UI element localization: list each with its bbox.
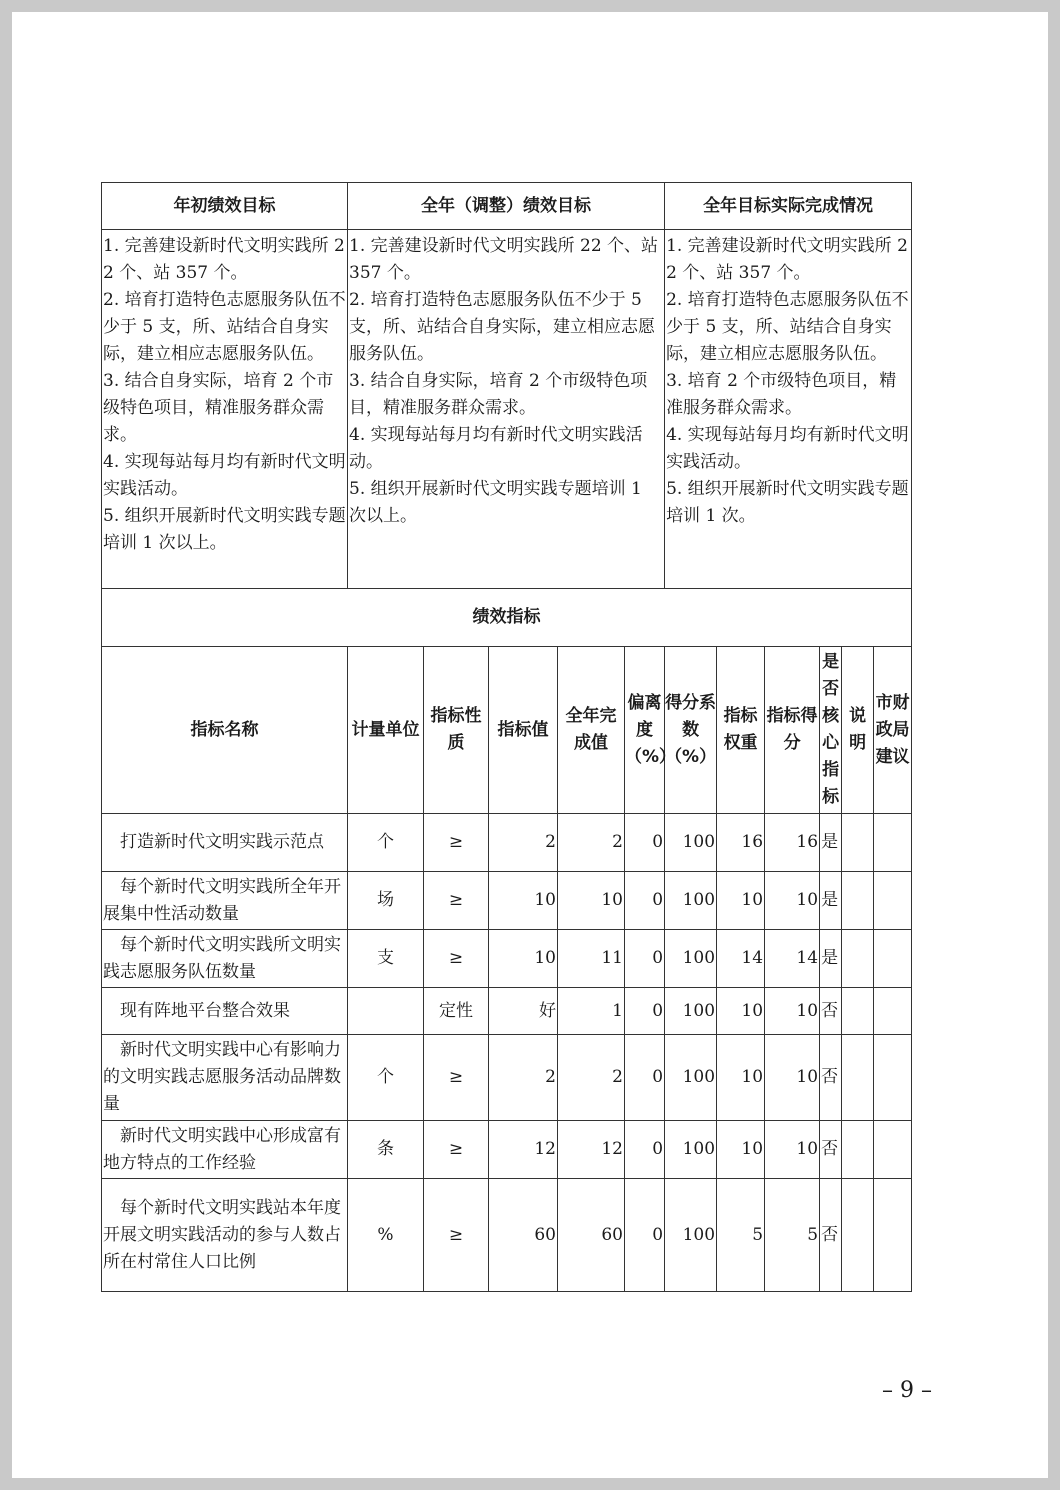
col-core: 是否核心指标	[820, 647, 842, 814]
indicator-unit: 场	[348, 872, 424, 930]
actual-goals-cell	[665, 230, 912, 589]
initial-goal-item: 5. 组织开展新时代文明实践专题培训 1 次以上。	[103, 506, 346, 553]
col-advice: 市财政局建议	[874, 647, 912, 814]
actual-goal-item: 4. 实现每站每月均有新时代文明实践活动。	[666, 425, 909, 472]
adjusted-goals-cell	[348, 230, 665, 589]
indicator-weight: 10	[717, 1035, 765, 1121]
header-adjusted-goal: 全年（调整）绩效目标	[348, 183, 665, 230]
adjusted-goal-item: 3. 结合自身实际，培育 2 个市级特色项目，精准服务群众需求。	[349, 371, 648, 418]
adjusted-goal-item: 2. 培育打造特色志愿服务队伍不少于 5 支，所、站结合自身实际，建立相应志愿服务队伍。	[349, 290, 655, 364]
indicator-advice	[874, 988, 912, 1035]
indicator-unit: %	[348, 1179, 424, 1292]
indicator-weight: 10	[717, 872, 765, 930]
indicator-unit	[348, 988, 424, 1035]
indicator-actual: 11	[558, 930, 625, 988]
indicator-coef: 100	[665, 872, 717, 930]
indicator-nature: ≥	[424, 872, 489, 930]
indicator-deviation: 0	[625, 988, 665, 1035]
indicator-core: 是	[820, 814, 842, 872]
col-weight: 指标权重	[717, 647, 765, 814]
header-actual-completion: 全年目标实际完成情况	[665, 183, 912, 230]
indicator-coef: 100	[665, 1121, 717, 1179]
indicator-actual: 2	[558, 1035, 625, 1121]
col-note: 说明	[842, 647, 874, 814]
indicator-actual: 2	[558, 814, 625, 872]
indicator-coef: 100	[665, 930, 717, 988]
indicator-core: 否	[820, 1179, 842, 1292]
adjusted-goal-item: 5. 组织开展新时代文明实践专题培训 1 次以上。	[349, 479, 642, 526]
actual-goal-item: 5. 组织开展新时代文明实践专题培训 1 次。	[666, 479, 909, 526]
indicator-weight: 14	[717, 930, 765, 988]
initial-goal-item: 3. 结合自身实际，培育 2 个市级特色项目，精准服务群众需求。	[103, 371, 334, 445]
indicator-value: 2	[489, 1035, 558, 1121]
col-actual: 全年完成值	[558, 647, 625, 814]
indicator-score: 10	[765, 988, 820, 1035]
indicator-deviation: 0	[625, 1179, 665, 1292]
goals-content-row	[102, 230, 912, 589]
indicator-advice	[874, 930, 912, 988]
indicator-score: 10	[765, 872, 820, 930]
indicator-name: 新时代文明实践中心有影响力的文明实践志愿服务活动品牌数量	[102, 1035, 348, 1121]
indicator-header-row	[102, 647, 912, 814]
indicator-value: 10	[489, 872, 558, 930]
indicator-nature: ≥	[424, 1035, 489, 1121]
indicator-score: 14	[765, 930, 820, 988]
col-name: 指标名称	[102, 647, 348, 814]
indicator-deviation: 0	[625, 930, 665, 988]
initial-goals-cell	[102, 230, 348, 589]
indicator-deviation: 0	[625, 1035, 665, 1121]
performance-table	[101, 182, 912, 1292]
page-number: – 9 –	[882, 1378, 932, 1403]
indicator-score: 5	[765, 1179, 820, 1292]
indicator-core: 是	[820, 930, 842, 988]
indicator-name: 每个新时代文明实践所全年开展集中性活动数量	[102, 872, 348, 930]
header-initial-goal: 年初绩效目标	[102, 183, 348, 230]
indicator-value: 12	[489, 1121, 558, 1179]
col-value: 指标值	[489, 647, 558, 814]
indicator-advice	[874, 872, 912, 930]
indicator-value: 60	[489, 1179, 558, 1292]
indicator-note	[842, 814, 874, 872]
table-row	[102, 1035, 912, 1121]
indicator-actual: 10	[558, 872, 625, 930]
indicator-core: 否	[820, 1121, 842, 1179]
actual-goal-item: 2. 培育打造特色志愿服务队伍不少于 5 支，所、站结合自身实际，建立相应志愿服务队伍。	[666, 290, 909, 364]
indicator-deviation: 0	[625, 872, 665, 930]
indicator-core: 是	[820, 872, 842, 930]
indicator-note	[842, 988, 874, 1035]
indicator-note	[842, 1179, 874, 1292]
indicator-score: 16	[765, 814, 820, 872]
col-nature: 指标性质	[424, 647, 489, 814]
initial-goal-item: 1. 完善建设新时代文明实践所 22 个、站 357 个。	[103, 236, 345, 283]
indicator-weight: 16	[717, 814, 765, 872]
indicator-core: 否	[820, 988, 842, 1035]
indicator-coef: 100	[665, 1035, 717, 1121]
indicator-score: 10	[765, 1121, 820, 1179]
adjusted-goal-item: 4. 实现每站每月均有新时代文明实践活动。	[349, 425, 643, 472]
indicator-value: 2	[489, 814, 558, 872]
col-deviation: 偏离度（%）	[625, 647, 665, 814]
indicator-deviation: 0	[625, 1121, 665, 1179]
indicator-note	[842, 930, 874, 988]
indicator-coef: 100	[665, 988, 717, 1035]
indicator-name: 每个新时代文明实践站本年度开展文明实践活动的参与人数占所在村常住人口比例	[102, 1179, 348, 1292]
indicator-advice	[874, 814, 912, 872]
indicator-name: 现有阵地平台整合效果	[102, 988, 348, 1035]
table-row	[102, 1121, 912, 1179]
indicator-unit: 条	[348, 1121, 424, 1179]
table-row	[102, 814, 912, 872]
indicator-note	[842, 1121, 874, 1179]
actual-goal-item: 1. 完善建设新时代文明实践所 22 个、站 357 个。	[666, 236, 908, 283]
indicator-nature: ≥	[424, 930, 489, 988]
indicator-value: 好	[489, 988, 558, 1035]
indicator-actual: 1	[558, 988, 625, 1035]
indicator-deviation: 0	[625, 814, 665, 872]
indicator-advice	[874, 1035, 912, 1121]
indicator-note	[842, 1035, 874, 1121]
actual-goal-item: 3. 培育 2 个市级特色项目，精准服务群众需求。	[666, 371, 897, 418]
indicator-unit: 个	[348, 814, 424, 872]
adjusted-goal-item: 1. 完善建设新时代文明实践所 22 个、站 357 个。	[349, 236, 659, 283]
indicator-name: 打造新时代文明实践示范点	[102, 814, 348, 872]
col-unit: 计量单位	[348, 647, 424, 814]
indicator-advice	[874, 1121, 912, 1179]
indicator-score: 10	[765, 1035, 820, 1121]
indicator-unit: 个	[348, 1035, 424, 1121]
table-row	[102, 1179, 912, 1292]
table-row	[102, 988, 912, 1035]
table-row	[102, 930, 912, 988]
indicator-unit: 支	[348, 930, 424, 988]
indicator-actual: 60	[558, 1179, 625, 1292]
indicator-advice	[874, 1179, 912, 1292]
initial-goal-item: 4. 实现每站每月均有新时代文明实践活动。	[103, 452, 346, 499]
section-title-row	[102, 589, 912, 647]
indicator-note	[842, 872, 874, 930]
col-score: 指标得分	[765, 647, 820, 814]
goals-header-row	[102, 183, 912, 230]
indicator-coef: 100	[665, 1179, 717, 1292]
indicator-nature: ≥	[424, 1121, 489, 1179]
indicator-coef: 100	[665, 814, 717, 872]
table-row	[102, 872, 912, 930]
indicator-weight: 5	[717, 1179, 765, 1292]
indicator-actual: 12	[558, 1121, 625, 1179]
indicator-nature: ≥	[424, 1179, 489, 1292]
col-coef: 得分系数（%）	[665, 647, 717, 814]
indicator-weight: 10	[717, 1121, 765, 1179]
initial-goal-item: 2. 培育打造特色志愿服务队伍不少于 5 支，所、站结合自身实际，建立相应志愿服务队伍。	[103, 290, 346, 364]
indicator-core: 否	[820, 1035, 842, 1121]
indicator-weight: 10	[717, 988, 765, 1035]
indicator-nature: ≥	[424, 814, 489, 872]
section-title: 绩效指标	[102, 589, 912, 647]
indicator-name: 新时代文明实践中心形成富有地方特点的工作经验	[102, 1121, 348, 1179]
indicator-nature: 定性	[424, 988, 489, 1035]
indicator-value: 10	[489, 930, 558, 988]
indicator-name: 每个新时代文明实践所文明实践志愿服务队伍数量	[102, 930, 348, 988]
